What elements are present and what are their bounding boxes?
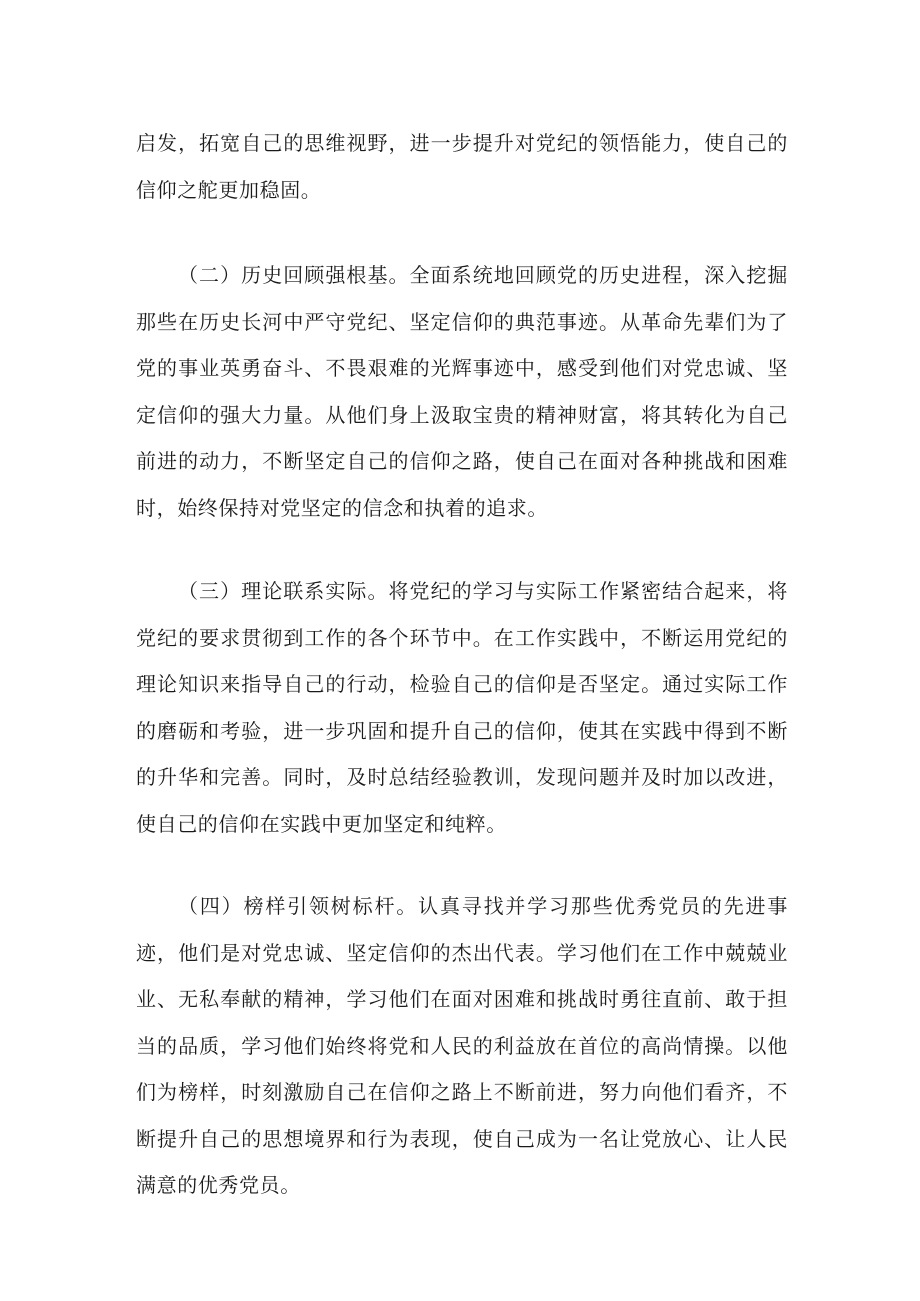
paragraph-role-models: （四）榜样引领树标杆。认真寻找并学习那些优秀党员的先进事迹，他们是对党忠诚、坚定信仰的杰出代表。学习他们在工作中兢兢业业、无私奉献的精神，学习他们在面对困难和挑战时勇往直前、敢于担当的品质，学习他们始终将党和人民的利益放在首位的高尚情操。以他们为榜样，时刻激励自己在信仰之路上不断前进，努力向他们看齐，不断提升自己的思想境界和行为表现，使自己成为一名让党放心、让人民满意的优秀党员。: [136, 894, 788, 1197]
paragraph-history-review: （二）历史回顾强根基。全面系统地回顾党的历史进程，深入挖掘那些在历史长河中严守党纪、坚定信仰的典范事迹。从革命先辈们为了党的事业英勇奋斗、不畏艰难的光辉事迹中，感受到他们对党忠诚、坚定信仰的强大力量。从他们身上汲取宝贵的精神财富，将其转化为自己前进的动力，不断坚定自己的信仰之路，使自己在面对各种挑战和困难时，始终保持对党坚定的信念和执着的追求。: [136, 263, 788, 520]
paragraph-continuation: 启发，拓宽自己的思维视野，进一步提升对党纪的领悟能力，使自己的信仰之舵更加稳固。: [136, 131, 788, 202]
paragraph-theory-practice: （三）理论联系实际。将党纪的学习与实际工作紧密结合起来，将党纪的要求贯彻到工作的各个环节中。在工作实践中，不断运用党纪的理论知识来指导自己的行动，检验自己的信仰是否坚定。通过实际工作的磨砺和考验，进一步巩固和提升自己的信仰，使其在实践中得到不断的升华和完善。同时，及时总结经验教训，发现问题并及时加以改进，使自己的信仰在实践中更加坚定和纯粹。: [136, 579, 788, 836]
